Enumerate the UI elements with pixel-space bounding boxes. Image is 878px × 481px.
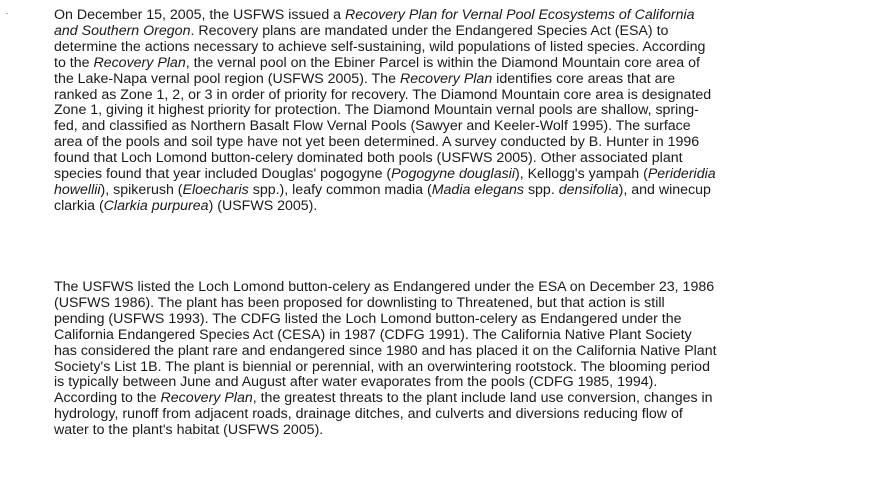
paragraph-listing-status [54, 280, 844, 439]
text-line [54, 344, 844, 360]
italic-text: howellii [54, 181, 101, 198]
text-run: . Recovery plans are mandated under the Endangered Species Act (ESA) to [190, 22, 669, 39]
text-line [54, 88, 844, 104]
text-run: ), spikerush ( [100, 181, 183, 198]
scan-mark [6, 13, 8, 14]
text-line [54, 24, 844, 40]
text-run: On December 15, 2005, the USFWS issued a [54, 7, 345, 23]
text-run: Society's List 1B. The plant is biennial or perennial, with an overwintering rootstock. The blooming period [54, 358, 710, 375]
text-run: , the vernal pool on the Ebiner Parcel is within the Diamond Mountain core area of [185, 54, 700, 71]
italic-text: Recovery Plan for Vernal Pool Ecosystems of California [344, 7, 695, 23]
italic-text: Perideridia [647, 166, 716, 183]
text-run: pending (USFWS 1993). The CDFG listed the Loch Lomond button-celery as Endangered under the [54, 310, 682, 327]
text-line [54, 328, 844, 344]
italic-text: Recovery Plan [160, 390, 253, 407]
text-run: clarkia ( [54, 197, 104, 214]
text-line [54, 375, 844, 391]
text-run: spp.), leafy common madia ( [248, 181, 432, 198]
text-line [54, 199, 844, 215]
italic-text: Recovery Plan [93, 54, 186, 71]
text-run: ), Kellogg's yampah ( [514, 166, 648, 183]
text-line [54, 312, 844, 328]
text-line [54, 391, 844, 407]
text-line [54, 423, 844, 439]
text-line [54, 407, 844, 423]
text-run: ), and winecup [618, 181, 711, 198]
text-run: , the greatest threats to the plant include land use conversion, changes in [252, 390, 713, 407]
text-line [54, 119, 844, 135]
italic-text: Madia elegans [431, 181, 524, 198]
text-line [54, 72, 844, 88]
text-line [54, 8, 844, 24]
text-run: (USFWS 1986). The plant has been proposed for downlisting to Threatened, but that action is still [54, 294, 665, 311]
text-run: to the [54, 54, 94, 71]
text-line [54, 167, 844, 183]
text-line [54, 40, 844, 56]
paragraph-recovery-plan [54, 8, 844, 215]
text-line [54, 280, 844, 296]
text-line [54, 56, 844, 72]
text-run: California Endangered Species Act (CESA) in 1987 (CDFG 1991). The California Native Plant Society [54, 326, 692, 343]
text-line [54, 296, 844, 312]
text-run: is typically between June and August after water evaporates from the pools (CDFG 1985, 1994). [54, 374, 658, 391]
text-run: The USFWS listed the Loch Lomond button-celery as Endangered under the ESA on December 23, 1986 [54, 279, 715, 295]
text-line [54, 103, 844, 119]
text-line [54, 183, 844, 199]
italic-text: densifolia [558, 181, 619, 198]
text-run: fed, and classified as Northern Basalt Flow Vernal Pools (Sawyer and Keeler-Wolf 1995). The surface [54, 118, 691, 135]
italic-text: and Southern Oregon [54, 22, 191, 39]
text-run: the Lake-Napa vernal pool region (USFWS 2005). The [54, 70, 400, 87]
text-run: According to the [54, 390, 161, 407]
text-line [54, 360, 844, 376]
text-run: water to the plant's habitat (USFWS 2005). [54, 422, 324, 439]
italic-text: Clarkia purpurea [103, 197, 209, 214]
italic-text: Pogogyne douglasii [391, 166, 515, 183]
text-run: area of the pools and soil type have not yet been determined. A survey conducted by B. Hunter in 1996 [54, 134, 700, 151]
text-run: identifies core areas that are [492, 70, 676, 87]
text-line [54, 135, 844, 151]
italic-text: Eloecharis [182, 181, 249, 198]
text-run: species found that year included Douglas' pogogyne ( [54, 166, 392, 183]
text-line [54, 151, 844, 167]
text-run: determine the actions necessary to achieve self-sustaining, wild populations of listed species. According [54, 38, 706, 55]
text-run: has considered the plant rare and endangered since 1980 and has placed it on the California Native Plant [54, 342, 717, 359]
text-run: hydrology, runoff from adjacent roads, drainage ditches, and culverts and diversions reducing flow of [54, 406, 683, 423]
text-run: ) (USFWS 2005). [208, 197, 318, 214]
text-run: ranked as Zone 1, 2, or 3 in order of priority for recovery. The Diamond Mountain core area is designated [54, 86, 712, 103]
text-run: found that Loch Lomond button-celery dominated both pools (USFWS 2005). Other associated plant [54, 150, 683, 167]
text-run: Zone 1, giving it highest priority for protection. The Diamond Mountain vernal pools are shallow, spring- [54, 102, 699, 119]
italic-text: Recovery Plan [399, 70, 493, 87]
text-run: spp. [524, 181, 559, 198]
